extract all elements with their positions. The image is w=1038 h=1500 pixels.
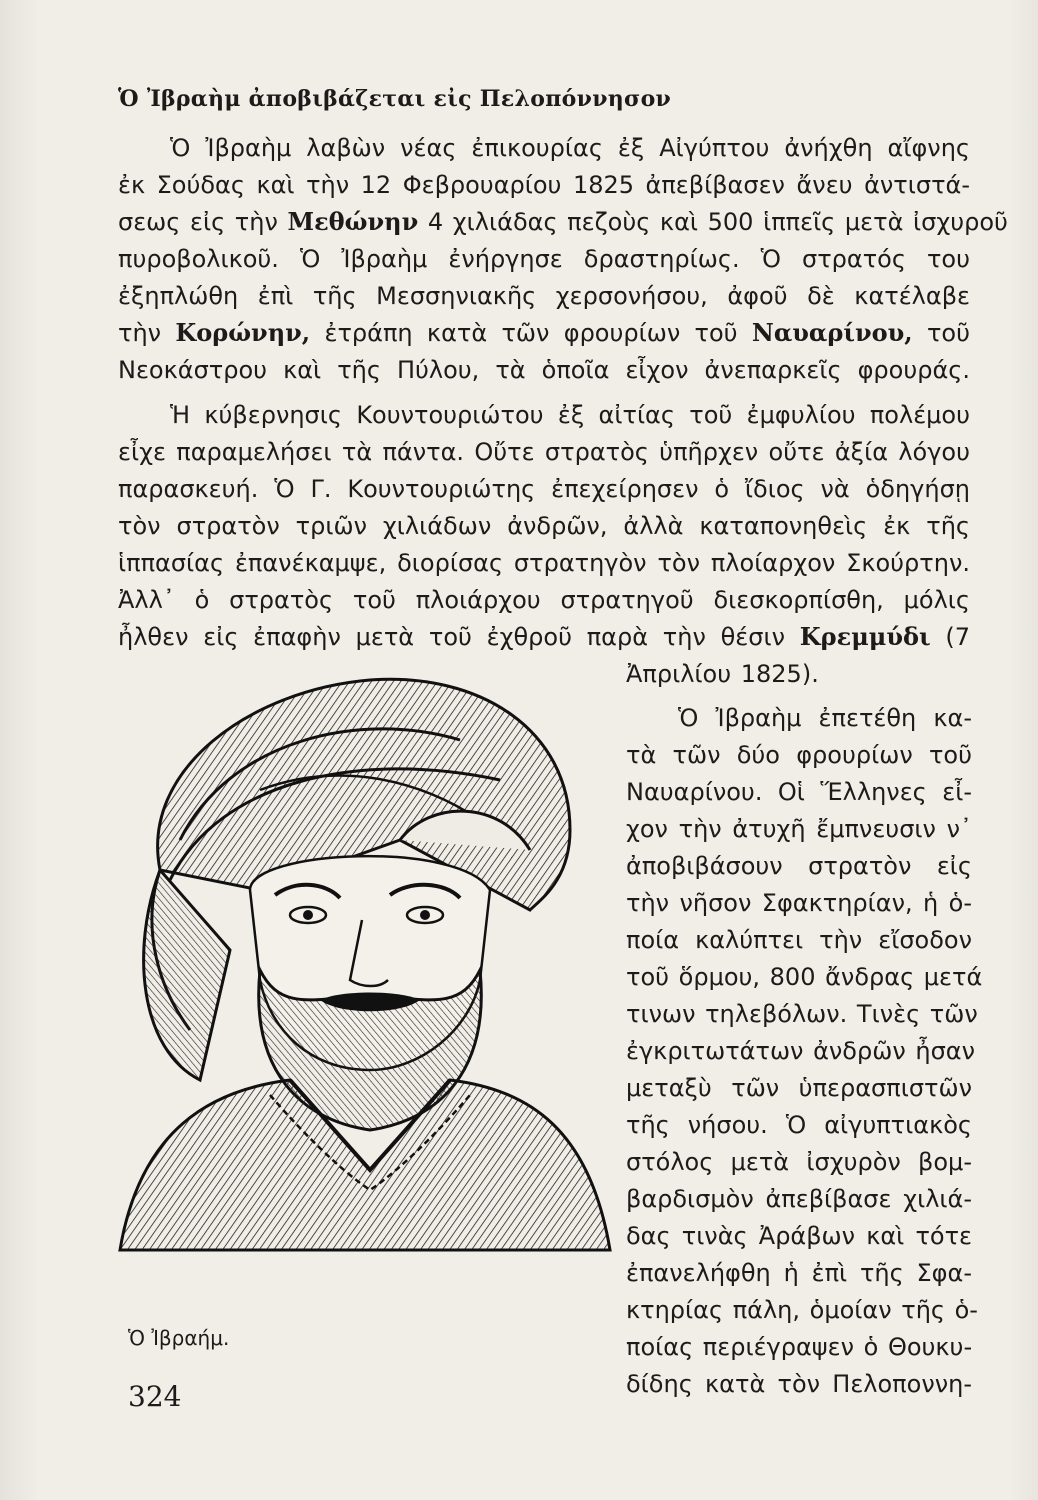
paragraph-1-line-4: πυροβολικοῦ. Ὁ Ἰβραὴμ ἐνήργησε δραστηρίως. Ὁ στρατός του bbox=[118, 245, 970, 273]
paragraph-3-line-16: ἐπανελήφθη ἡ ἐπὶ τῆς Σφα- bbox=[626, 1259, 972, 1287]
paragraph-3-line-8: τοῦ ὅρμου, 800 ἄνδρας μετά bbox=[626, 963, 983, 991]
paragraph-3-line-15: δας τινὰς Ἀράβων καὶ τότε bbox=[626, 1222, 972, 1250]
paragraph-2-line-3: παρασκευή. Ὁ Γ. Κουντουριώτης ἐπεχείρησεν ὁ ἴδιος νὰ ὁδηγήσῃ bbox=[118, 475, 970, 503]
paragraph-3-line-1: Ὁ Ἰβραὴμ ἐπετέθη κα- bbox=[678, 704, 972, 732]
page-number: 324 bbox=[128, 1380, 182, 1413]
paragraph-3-line-6: τὴν νῆσον Σφακτηρίαν, ἡ ὁ- bbox=[626, 889, 972, 917]
paragraph-1-line-2: ἐκ Σούδας καὶ τὴν 12 Φεβρουαρίου 1825 ἀπεβίβασεν ἄνευ ἀντιστά- bbox=[118, 171, 970, 199]
paragraph-1-line-6: τὴν Κορώνην, ἐτράπη κατὰ τῶν φρουρίων τοῦ Ναυαρίνου, τοῦ bbox=[118, 318, 970, 347]
paragraph-3-line-4: χον τὴν ἀτυχῆ ἔμπνευσιν ν᾽ bbox=[626, 815, 972, 843]
turban-fold bbox=[144, 870, 230, 1080]
paragraph-1-line-5: ἐξηπλώθη ἐπὶ τῆς Μεσσηνιακῆς χερσονήσου, ἀφοῦ δὲ κατέλαβε bbox=[118, 282, 970, 310]
paragraph-3-line-2: τὰ τῶν δύο φρουρίων τοῦ bbox=[626, 741, 972, 769]
paragraph-2-line-4: τὸν στρατὸν τριῶν χιλιάδων ἀνδρῶν, ἀλλὰ καταπονηθεὶς ἐκ τῆς bbox=[118, 512, 970, 540]
paragraph-2-line-2: εἶχε παραμελήσει τὰ πάντα. Οὔτε στρατὸς ὑπῆρχεν οὔτε ἀξία λόγου bbox=[118, 438, 970, 466]
place-navarino: Ναυαρίνου, bbox=[751, 318, 913, 347]
paragraph-3-line-11: μεταξὺ τῶν ὑπερασπιστῶν bbox=[626, 1074, 972, 1102]
paragraph-3-line-12: τῆς νήσου. Ὁ αἰγυπτιακὸς bbox=[626, 1111, 972, 1139]
paragraph-3-line-14: βαρδισμὸν ἀπεβίβασε χιλιά- bbox=[626, 1185, 972, 1213]
paragraph-3-line-3: Ναυαρίνου. Οἱ Ἕλληνες εἶ- bbox=[626, 778, 972, 806]
place-koroni: Κορώνην, bbox=[175, 318, 311, 347]
paragraph-3-line-13: στόλος μετὰ ἰσχυρὸν βομ- bbox=[626, 1148, 972, 1176]
section-heading: Ὁ Ἰβραὴμ ἀποβιβάζεται εἰς Πελοπόννησον bbox=[118, 86, 672, 112]
paragraph-2-line-1: Ἡ κύβερνησις Κουντουριώτου ἐξ αἰτίας τοῦ ἐμφυλίου πολέμου bbox=[170, 401, 970, 429]
paragraph-3-line-18: ποίας περιέγραψεν ὁ Θουκυ- bbox=[626, 1333, 973, 1361]
paragraph-3-line-17: κτηρίας πάλη, ὁμοίαν τῆς ὁ- bbox=[626, 1296, 978, 1324]
paragraph-2-line-8: Ἀπριλίου 1825). bbox=[626, 660, 819, 688]
portrait-ibrahim-illustration bbox=[100, 650, 620, 1265]
paragraph-3-line-7: ποία καλύπτει τὴν εἴσοδον bbox=[626, 926, 972, 954]
paragraph-1-line-1: Ὁ Ἰβραὴμ λαβὼν νέας ἐπικουρίας ἐξ Αἰγύπτου ἀνήχθη αἴφνης bbox=[170, 134, 970, 162]
paragraph-2-line-5: ἱππασίας ἐπανέκαμψε, διορίσας στρατηγὸν τὸν πλοίαρχον Σκούρτην. bbox=[118, 549, 970, 577]
paragraph-1-line-3: σεως εἰς τὴν Μεθώνην 4 χιλιάδας πεζοὺς καὶ 500 ἱππεῖς μετὰ ἰσχυροῦ bbox=[118, 207, 1008, 236]
illustration-caption: Ὁ Ἰβραήμ. bbox=[128, 1326, 230, 1350]
place-kremmydi: Κρεμμύδι bbox=[799, 622, 931, 651]
paragraph-3-line-10: ἐγκριτωτάτων ἀνδρῶν ἦσαν bbox=[626, 1037, 975, 1065]
paragraph-2-line-7: ἦλθεν εἰς ἐπαφὴν μετὰ τοῦ ἐχθροῦ παρὰ τὴν θέσιν Κρεμμύδι (7 bbox=[118, 622, 970, 651]
paragraph-1-line-7: Νεοκάστρου καὶ τῆς Πύλου, τὰ ὁποῖα εἶχον ἀνεπαρκεῖς φρουράς. bbox=[118, 356, 970, 384]
paragraph-3-line-9: τινων τηλεβόλων. Τινὲς τῶν bbox=[626, 1000, 978, 1028]
paragraph-3-line-19: δίδης κατὰ τὸν Πελοποννη- bbox=[626, 1370, 972, 1398]
paragraph-2-line-6: Ἀλλ᾽ ὁ στρατὸς τοῦ πλοιάρχου στρατηγοῦ διεσκορπίσθη, μόλις bbox=[118, 586, 970, 614]
paragraph-3-line-5: ἀποβιβάσουν στρατὸν εἰς bbox=[626, 852, 972, 880]
place-methoni: Μεθώνην bbox=[287, 207, 419, 236]
